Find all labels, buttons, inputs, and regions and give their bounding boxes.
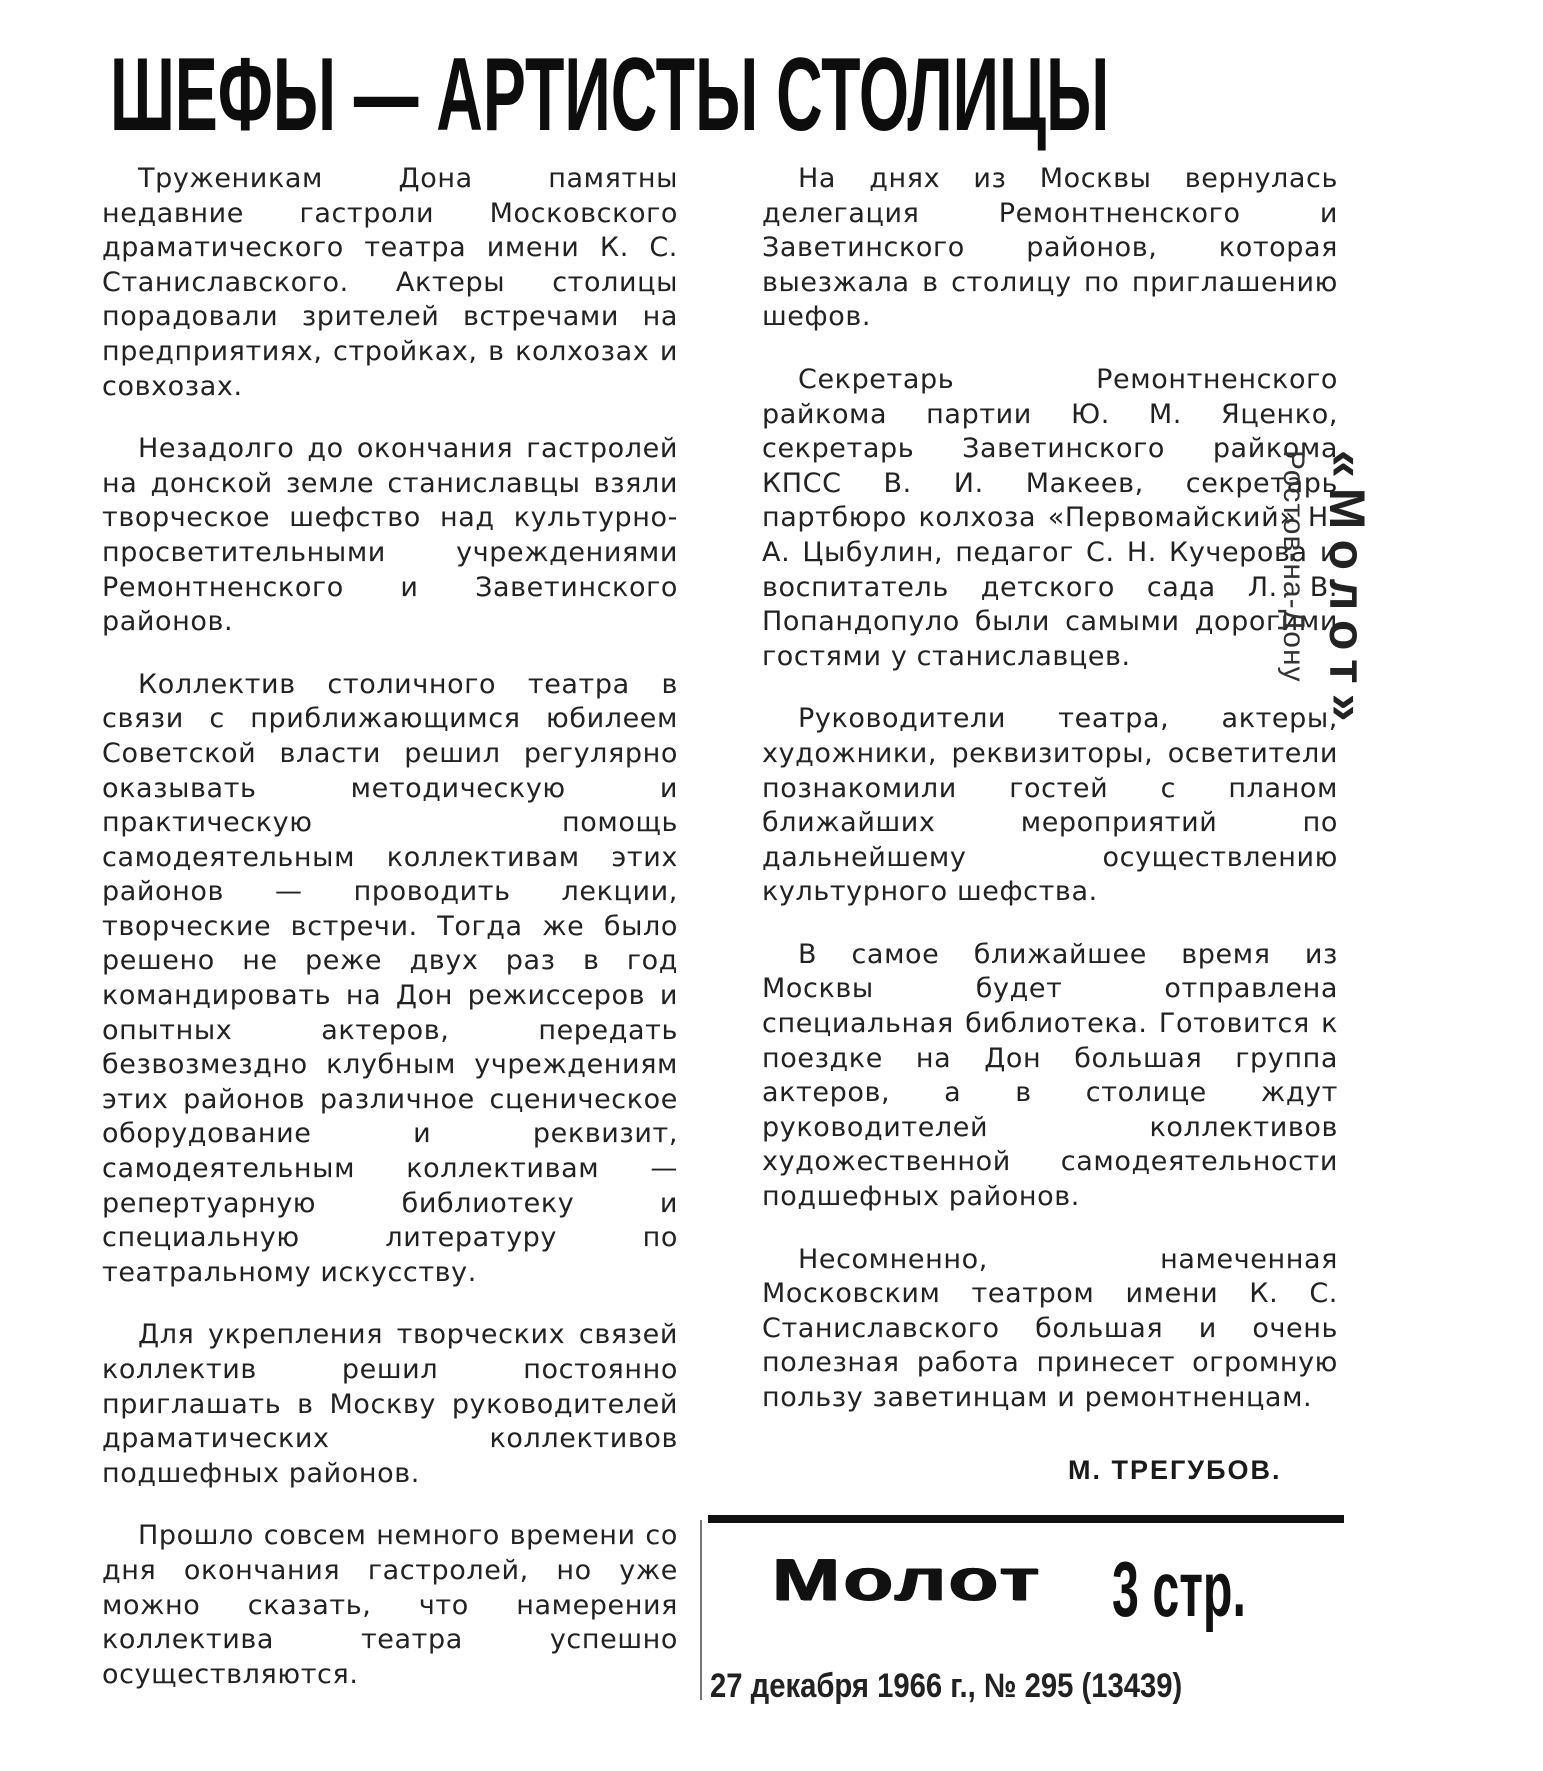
paragraph: В самое ближайшее время из Москвы будет отправлена специальная библиотека. Готовится к поездке на Дон большая группа актеров, а в столице ждут руководителей коллективов художественной самодеятельности подшефных районов. [762, 938, 1338, 1213]
headline: ШЕФЫ — АРТИСТЫ СТОЛИЦЫ [110, 37, 1110, 153]
stamp-newspaper-name: «Молот» [1319, 450, 1375, 732]
paragraph: Незадолго до окончания гастролей на донской земле станиславцы взяли творческое шефство над культурно-просветительными учреждениями Ремонтненского и Заветинского районов. [102, 433, 678, 638]
newspaper-title: Молот [772, 1547, 1043, 1613]
masthead-divider [700, 1520, 702, 1700]
page-number: 3 стр. [1112, 1545, 1246, 1633]
paragraph: Руководители театра, актеры, художники, реквизиторы, осветители познакомили гостей с планом ближайших мероприятий по дальнейшему осуществлению культурного шефства. [762, 703, 1338, 908]
archive-stamp [1230, 450, 1375, 970]
paragraph: Секретарь Ремонтненского райкома партии Ю. М. Яценко, секретарь Заветинского райкома КПСС В. И. Макеев, секретарь партбюро колхоза «Первомайский» Н. А. Цыбулин, педагог С. Н. Кучерова и воспитатель детского сада Л. В. Попандопуло были самыми дорогими гостями у станиславцев. [762, 363, 1338, 672]
paragraph: Коллектив столичного театра в связи с приближающимся юбилеем Советской власти решил регулярно оказывать методическую и практическую помощь самодеятельным коллективам этих районов — проводить лекции, творческие встречи. Тогда же было решено не реже двух раз в год командировать на Дон режиссеров и опытных актеров, передать безвозмездно клубным учреждениям этих районов различное сценическое оборудование и реквизит, самодеятельным коллективам — репертуарную библиотеку и специальную литературу по театральному искусству. [102, 668, 678, 1288]
paragraph: Несомненно, намеченная Московским театром имени К. С. Станиславского большая и очень полезная работа принесет огромную пользу заветинцам и ремонтненцам. [762, 1243, 1338, 1413]
paragraph: Для укрепления творческих связей коллектив решил постоянно приглашать в Москву руководителей драматических коллективов подшефных районов. [102, 1319, 678, 1489]
paragraph: На днях из Москвы вернулась делегация Ремонтненского и Заветинского районов, которая выезжала в столицу по приглашению шефов. [762, 163, 1338, 333]
paragraph: Труженикам Дона памятны недавние гастроли Московского драматического театра имени К. С. Станиславского. Актеры столицы порадовали зрителей встречами на предприятиях, стройках, в колхозах и совхозах. [102, 163, 678, 402]
stamp-city: Ростов-на-Дону [1277, 450, 1310, 683]
article-column-left [102, 162, 678, 1720]
author-signature: М. ТРЕГУБОВ. [1068, 1455, 1282, 1485]
paragraph: Прошло совсем немного времени со дня окончания гастролей, но уже можно сказать, что намерения коллектива театра успешно осуществляются. [102, 1520, 678, 1690]
issue-date-line: 27 декабря 1966 г., № 295 (13439) [710, 1667, 1183, 1705]
masthead-rule [708, 1515, 1344, 1523]
